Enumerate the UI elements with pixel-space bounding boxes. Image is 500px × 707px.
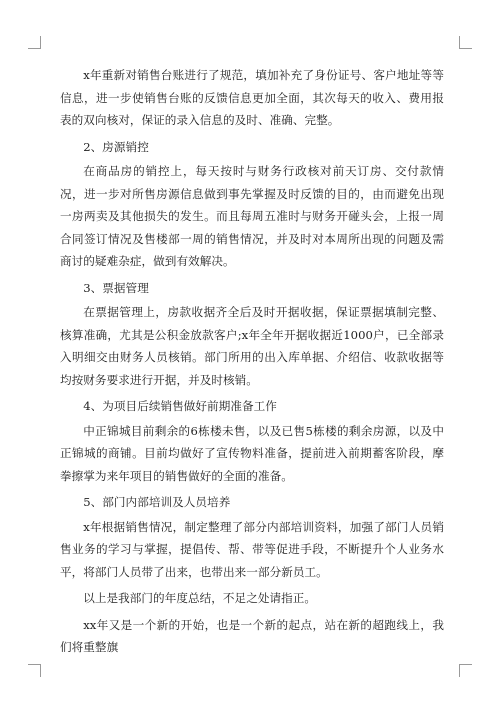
paragraph-ledger: x年重新对销售台账进行了规范，填加补充了身份证号、客户地址等等信息，进一步使销售台账的反馈信息更加全面，其次每天的收入、费用报表的双向核对，保证的录入信息的及时、准确、完整。 bbox=[60, 68, 444, 127]
paragraph-housing-control: 在商品房的销控上，每天按时与财务行政核对前天订房、交付款情况，进一步对所售房源信息做到事先掌握及时反馈的目的，由而避免出现一房两卖及其他损失的发生。而且每周五准时与财务开碰头会，上报一周合同签订情况及售楼部一周的销售情况，并及时对本周所出现的问题及需商讨的疑难杂症，做到有效解决。 bbox=[60, 164, 444, 268]
crop-mark-bottom-right bbox=[459, 664, 472, 677]
paragraph-new-year: xx年又是一个新的开始，也是一个新的起点，站在新的超跑线上，我们将重整旗 bbox=[60, 617, 444, 654]
paragraph-receipt-management: 在票据管理上，房款收据齐全后及时开据收据，保证票据填制完整、核算准确，尤其是公积金放款客户;x年全年开据收据近1000户，已全部录入明细交由财务人员核销。部门所用的出入库单据、介绍信、收款收据等均按财务要求进行开据，并及时核销。 bbox=[60, 305, 444, 387]
crop-mark-top-left bbox=[28, 36, 41, 49]
paragraph-summary: 以上是我部门的年度总结，不足之处请指正。 bbox=[83, 591, 317, 605]
paragraph-follow-up-sales: 中正锦城目前剩余的6栋楼未售，以及已售5栋楼的剩余房源，以及中正锦城的商铺。目前均做好了宣传物料准备，提前进入前期蓄客阶段，摩拳擦掌为来年项目的销售做好的全面的准备。 bbox=[60, 423, 444, 483]
heading-follow-up-sales: 4、为项目后续销售做好前期准备工作 bbox=[83, 399, 277, 413]
crop-mark-bottom-left bbox=[28, 664, 41, 677]
paragraph-training: x年根据销售情况，制定整理了部分内部培训资料，加强了部门人员销售业务的学习与掌握，提倡传、帮、带等促进手段，不断提升个人业务水平，将部门人员带了出来，也带出来一部分新员工。 bbox=[60, 519, 444, 579]
heading-receipt-management: 3、票据管理 bbox=[83, 280, 149, 295]
heading-training: 5、部门内部培训及人员培养 bbox=[83, 495, 231, 509]
crop-mark-top-right bbox=[459, 36, 472, 49]
heading-housing-control: 2、房源销控 bbox=[83, 139, 149, 154]
document-body bbox=[60, 64, 444, 663]
